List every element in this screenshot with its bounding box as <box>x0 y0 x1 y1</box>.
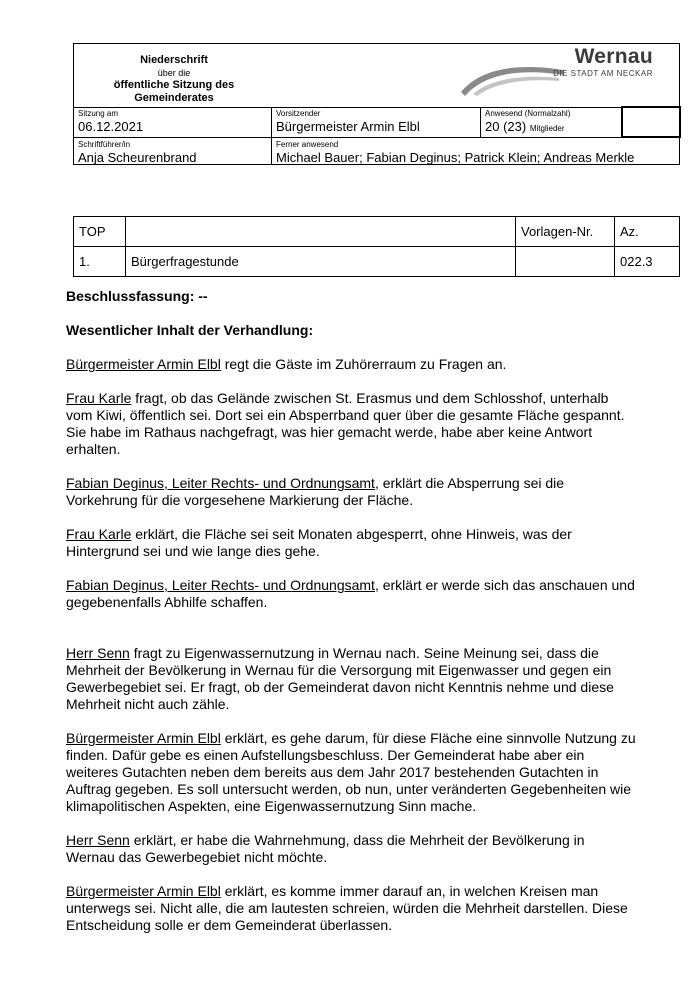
paragraph-7 <box>66 730 636 815</box>
vorsitz-value: Bürgermeister Armin Elbl <box>276 119 420 134</box>
speaker: Fabian Deginus, Leiter Rechts- und Ordnungsamt <box>66 475 375 491</box>
agenda-number: 1. <box>74 247 126 277</box>
paragraph-6 <box>66 645 636 713</box>
vorsitz-label: Vorsitzender <box>276 109 321 118</box>
title-line-2: über die <box>157 68 191 78</box>
paragraph-2 <box>66 390 636 458</box>
agenda-az: 022.3 <box>615 247 680 277</box>
signature-box <box>621 106 681 138</box>
statement: fragt zu Eigenwassernutzung in Wernau nach. Seine Meinung sei, dass die Mehrheit der Bevölkerung in Wernau für die Versorgung mit Eigenwasser und gegen ein Gewerbegebiet sei. Er fragt, ob der Gemeinderat davon nicht Kenntnis nehme und diese Mehrheit nicht auch zähle. <box>66 645 614 712</box>
sitzung-label: Sitzung am <box>78 109 119 118</box>
speaker: Herr Senn <box>66 832 130 848</box>
beschluss-heading: Beschlussfassung: -- <box>66 288 208 304</box>
agenda-table <box>73 216 680 277</box>
cell-anwesend <box>481 107 621 137</box>
agenda-title: Bürgerfragestunde <box>126 247 516 277</box>
speaker: Bürgermeister Armin Elbl <box>66 730 221 746</box>
statement: , erklärt er werde sich das anschauen und gegebenenfalls Abhilfe schaffen. <box>66 577 635 610</box>
speaker: Frau Karle <box>66 526 132 542</box>
wernau-logo <box>459 44 679 106</box>
statement: fragt, ob das Gelände zwischen St. Erasmus und dem Schlosshof, unterhalb vom Kiwi, öffentlich sei. Dort sei ein Absperrband quer über die gesamte Fläche gespannt. Sie habe im Rathaus nachgefragt, was hier gemacht werde, habe aber keine Antwort erhalten. <box>66 390 625 457</box>
statement: erklärt, die Fläche sei seit Monaten abgesperrt, ohne Hinweis, was der Hintergrund sei und wie lange dies gehe. <box>66 526 572 559</box>
sitzung-date: 06.12.2021 <box>78 119 144 134</box>
anwesend-unit: Mitglieder <box>529 124 565 133</box>
statement: , erklärt die Absperrung sei die Vorkehrung für die vorgesehene Markierung der Fläche. <box>66 475 565 508</box>
protocol-header <box>73 43 680 165</box>
paragraph-4 <box>66 526 636 560</box>
anwesend-value <box>485 119 565 137</box>
schrift-label: Schriftführer/in <box>78 140 131 149</box>
cell-schriftfuehrer <box>74 138 272 165</box>
paragraph-9 <box>66 883 636 934</box>
col-vorlagen: Vorlagen-Nr. <box>516 217 615 247</box>
anwesend-count: 20 (23) <box>485 119 527 134</box>
statement: erklärt, es gehe darum, für diese Fläche eine sinnvolle Nutzung zu finden. Dafür gebe es einen Aufstellungsbeschluss. Der Gemeinderat habe aber ein weiteres Gutachten neben dem bereits aus dem Jahr 2017 bestehenden Gutachten in Auftrag gegeben. Es soll untersucht werden, ob nun, unter veränderten Gegebenheiten wie klimapolitischen Aspekten, eine Eigenwassernutzung Sinn mache. <box>66 730 636 814</box>
agenda-vorlagen <box>516 247 615 277</box>
title-line-3: öffentliche Sitzung des <box>113 79 235 91</box>
inhalt-heading: Wesentlicher Inhalt der Verhandlung: <box>66 322 314 338</box>
header-row-people <box>74 138 679 165</box>
paragraph-1 <box>66 356 636 373</box>
title-line-1: Niederschrift <box>140 54 208 66</box>
cell-sitzung <box>74 107 272 137</box>
speaker: Fabian Deginus, Leiter Rechts- und Ordnungsamt <box>66 577 375 593</box>
logo-wordmark: Wernau <box>574 45 653 68</box>
cell-ferner <box>272 138 679 165</box>
minutes-body <box>66 288 636 934</box>
statement: erklärt, es komme immer darauf an, in welchen Kreisen man unterwegs sei. Nicht alle, die am lautesten schreien, würden die Mehrheit darstellen. Diese Entscheidung solle er dem Gemeinderat überlassen. <box>66 883 628 933</box>
title-line-4: Gemeinderates <box>134 92 214 104</box>
header-top <box>74 44 679 108</box>
speaker: Herr Senn <box>66 645 130 661</box>
statement: regt die Gäste im Zuhörerraum zu Fragen an. <box>220 356 507 372</box>
paragraph-8 <box>66 832 636 866</box>
agenda-row <box>74 247 680 277</box>
cell-vorsitz <box>272 107 481 137</box>
speaker: Frau Karle <box>66 390 132 406</box>
col-title <box>126 217 516 247</box>
paragraph-3 <box>66 475 636 509</box>
col-top: TOP <box>74 217 126 247</box>
statement: erklärt, er habe die Wahrnehmung, dass die Mehrheit der Bevölkerung in Wernau das Gewerbegebiet nicht möchte. <box>66 832 585 865</box>
document-title <box>74 54 274 105</box>
ferner-value: Michael Bauer; Fabian Deginus; Patrick Klein; Andreas Merkle <box>276 150 635 165</box>
logo-swoosh-icon <box>459 58 569 98</box>
speaker: Bürgermeister Armin Elbl <box>66 356 221 372</box>
header-row-meeting <box>74 107 679 138</box>
logo-tagline: DIE STADT AM NECKAR <box>553 69 653 78</box>
paragraph-5 <box>66 577 636 611</box>
anwesend-label: Anwesend (Normalzahl) <box>485 109 571 118</box>
schrift-value: Anja Scheurenbrand <box>78 150 197 165</box>
speaker: Bürgermeister Armin Elbl <box>66 883 221 899</box>
ferner-label: Ferner anwesend <box>276 140 339 149</box>
col-az: Az. <box>615 217 680 247</box>
agenda-header-row <box>74 217 680 247</box>
